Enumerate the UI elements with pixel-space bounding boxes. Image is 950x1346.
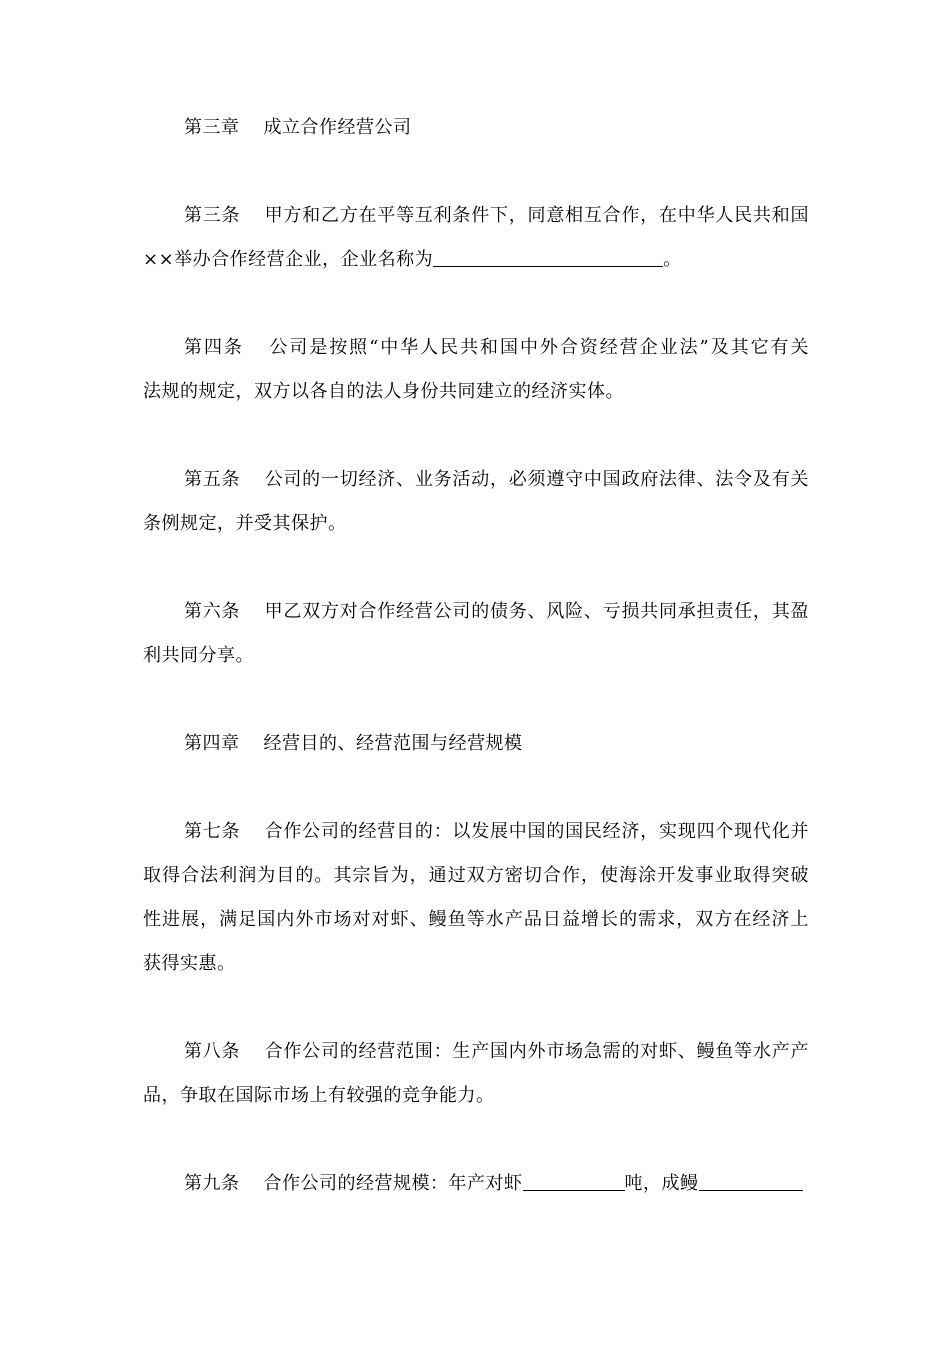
article-label: 第五条 bbox=[184, 469, 241, 490]
article-label: 第七条 bbox=[184, 821, 241, 842]
company-name-blank[interactable] bbox=[433, 242, 663, 267]
article-text: 合作公司的经营范围：生产国内外市场急需的对虾、鳗鱼等水产产 bbox=[264, 1041, 809, 1062]
chapter-label: 第三章 bbox=[184, 117, 240, 138]
article-text: 利共同分享。 bbox=[143, 645, 254, 666]
article-text: 吨，成鳗 bbox=[624, 1173, 699, 1194]
article-text: 性进展，满足国内外市场对对虾、鳗鱼等水产品日益增长的需求，双方在经济上 bbox=[143, 909, 809, 930]
article-label: 第八条 bbox=[184, 1041, 241, 1062]
article-7 bbox=[143, 810, 809, 986]
article-text: 合作公司的经营目的：以发展中国的国民经济，实现四个现代化并 bbox=[264, 821, 809, 842]
chapter-title: 成立合作经营公司 bbox=[263, 117, 412, 138]
article-5 bbox=[143, 458, 809, 546]
chapter-label: 第四章 bbox=[184, 733, 240, 754]
article-text: 甲乙双方对合作经营公司的债务、风险、亏损共同承担责任，其盈 bbox=[264, 601, 809, 622]
eel-tonnage-blank[interactable] bbox=[699, 1166, 803, 1191]
article-label: 第三条 bbox=[184, 205, 241, 226]
article-text: 合作公司的经营规模：年产对虾 bbox=[263, 1173, 523, 1194]
chapter-3-heading bbox=[143, 106, 809, 150]
shrimp-tonnage-blank[interactable] bbox=[523, 1166, 625, 1191]
article-text: 公司的一切经济、业务活动，必须遵守中国政府法律、法令及有关 bbox=[264, 469, 809, 490]
article-text: 条例规定，并受其保护。 bbox=[143, 513, 347, 534]
article-label: 第九条 bbox=[184, 1173, 240, 1194]
article-label: 第六条 bbox=[184, 601, 241, 622]
article-text: 甲方和乙方在平等互利条件下，同意相互合作，在中华人民共和国 bbox=[264, 205, 809, 226]
chapter-title: 经营目的、经营范围与经营规模 bbox=[263, 733, 523, 754]
article-text: 取得合法利润为目的。其宗旨为，通过双方密切合作，使海涂开发事业取得突破 bbox=[143, 865, 809, 886]
article-text: 。 bbox=[663, 249, 682, 270]
article-6 bbox=[143, 590, 809, 678]
article-text: 品，争取在国际市场上有较强的竞争能力。 bbox=[143, 1085, 495, 1106]
article-text: 法规的规定，双方以各自的法人身份共同建立的经济实体。 bbox=[143, 381, 624, 402]
article-8 bbox=[143, 1030, 809, 1118]
chapter-4-heading bbox=[143, 722, 809, 766]
article-text: 公司是按照“中华人民共和国中外合资经营企业法”及其它有关 bbox=[267, 337, 809, 358]
article-4 bbox=[143, 326, 809, 414]
article-9 bbox=[143, 1162, 809, 1206]
article-3 bbox=[143, 194, 809, 282]
article-text: 获得实惠。 bbox=[143, 953, 236, 974]
article-label: 第四条 bbox=[184, 337, 244, 358]
article-text: ××举办合作经营企业，企业名称为 bbox=[143, 249, 434, 270]
